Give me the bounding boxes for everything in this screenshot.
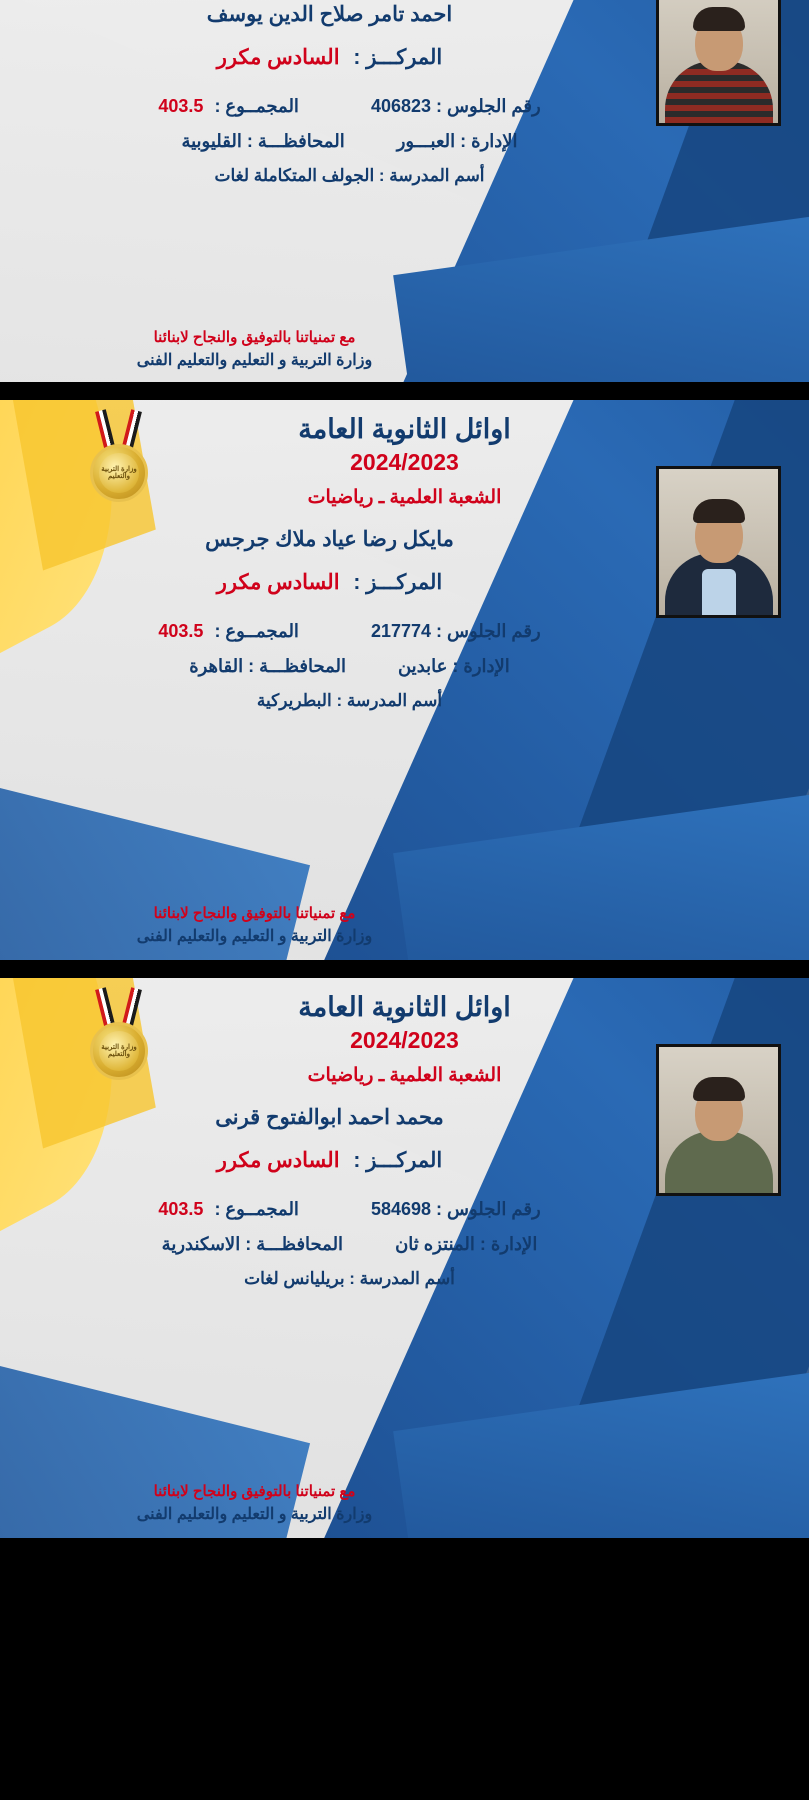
card-footer-1 (0, 328, 809, 370)
seat-label: رقم الجلوس : (436, 1199, 541, 1219)
student-name: مايكل رضا عياد ملاك جرجس (205, 528, 454, 551)
school-value: البطريركية (256, 691, 332, 710)
wish-text: مع تمنياتنا بالتوفيق والنجاح لابنائنا (153, 329, 356, 346)
medal-inner-text: وزارة التربية والتعليم (99, 453, 139, 493)
seat-cell (371, 621, 541, 642)
title-branch: الشعبة العلمية ـ رياضيات (307, 1065, 502, 1086)
title-year: 2024/2023 (350, 449, 459, 475)
rank-value: السادس مكرر (216, 571, 340, 594)
seat-value: 217774 (370, 621, 432, 641)
administration-cell (397, 131, 518, 152)
total-value: 403.5 (158, 96, 204, 116)
school-label: أسم المدرسة : (349, 1269, 455, 1288)
governorate-label: المحافظـــة : (246, 131, 345, 151)
card-divider (0, 960, 809, 978)
card-footer-3 (0, 1482, 809, 1524)
governorate-cell (162, 1234, 343, 1255)
student-photo-1 (656, 0, 781, 126)
governorate-label: المحافظـــة : (248, 656, 346, 676)
medal-disc (90, 444, 148, 502)
seat-cell (371, 1199, 541, 1220)
photo-shirt (702, 569, 736, 615)
award-card-2 (0, 400, 809, 960)
school-value: الجولف المتكاملة لغات (214, 166, 375, 185)
school-row (0, 691, 809, 711)
seat-label: رقم الجلوس : (436, 621, 541, 641)
title-branch: الشعبة العلمية ـ رياضيات (307, 487, 502, 508)
governorate-value: القليوبية (181, 131, 242, 151)
seat-label: رقم الجلوس : (436, 96, 541, 116)
school-row (0, 166, 809, 186)
school-label: أسم المدرسة : (336, 691, 443, 710)
seat-cell (371, 96, 541, 117)
governorate-admin-row (0, 656, 809, 677)
student-photo-2 (656, 466, 781, 618)
ministry-emblem-icon (82, 988, 156, 1092)
card-divider (0, 382, 809, 400)
rank-value: السادس مكرر (216, 46, 340, 69)
school-row (0, 1269, 809, 1289)
card-content-2 (0, 400, 809, 960)
governorate-admin-row (0, 131, 809, 152)
seat-value: 406823 (370, 96, 432, 116)
total-label: المجمــوع : (214, 96, 299, 116)
photo-hair (693, 7, 745, 31)
title-main: اوائل الثانوية العامة (298, 992, 511, 1022)
total-value: 403.5 (158, 621, 204, 641)
card-content-3 (0, 978, 809, 1538)
governorate-label: المحافظـــة : (245, 1234, 344, 1254)
ministry-text: وزارة التربية و التعليم والتعليم الفنى (136, 1506, 373, 1523)
total-cell (158, 96, 299, 117)
administration-value: العبـــور (396, 131, 456, 151)
award-card-1 (0, 0, 809, 382)
ministry-text: وزارة التربية و التعليم والتعليم الفنى (136, 352, 373, 369)
student-name: احمد تامر صلاح الدين يوسف (206, 3, 453, 26)
administration-label: الإدارة : (460, 131, 518, 151)
title-main: اوائل الثانوية العامة (298, 414, 511, 444)
ministry-text: وزارة التربية و التعليم والتعليم الفنى (136, 928, 373, 945)
medal-inner-text: وزارة التربية والتعليم (99, 1031, 139, 1071)
governorate-admin-row (0, 1234, 809, 1255)
wish-text: مع تمنياتنا بالتوفيق والنجاح لابنائنا (153, 905, 356, 922)
total-label: المجمــوع : (214, 621, 299, 641)
seat-value: 584698 (370, 1199, 432, 1219)
rank-label: المركـــز : (353, 571, 443, 594)
governorate-value: الاسكندرية (161, 1234, 241, 1254)
wish-text: مع تمنياتنا بالتوفيق والنجاح لابنائنا (153, 1483, 356, 1500)
award-card-3 (0, 978, 809, 1538)
governorate-cell (181, 131, 344, 152)
card-footer-2 (0, 904, 809, 946)
administration-cell (395, 1234, 537, 1255)
card-content-1 (0, 2, 809, 382)
ministry-emblem-icon (82, 410, 156, 514)
school-value: بريليانس لغات (244, 1269, 345, 1288)
total-seat-row (0, 621, 809, 642)
administration-value: عابدين (397, 656, 448, 676)
total-label: المجمــوع : (214, 1199, 299, 1219)
photo-hair (693, 1077, 745, 1101)
total-seat-row (0, 1199, 809, 1220)
total-cell (158, 1199, 299, 1220)
school-label: أسم المدرسة : (378, 166, 485, 185)
administration-cell (398, 656, 510, 677)
administration-label: الإدارة : (479, 1234, 538, 1254)
administration-label: الإدارة : (452, 656, 510, 676)
rank-label: المركـــز : (353, 46, 443, 69)
title-year: 2024/2023 (350, 1027, 459, 1053)
student-photo-3 (656, 1044, 781, 1196)
total-value: 403.5 (158, 1199, 204, 1219)
rank-value: السادس مكرر (216, 1149, 340, 1172)
governorate-value: القاهرة (189, 656, 244, 676)
administration-value: المنتزه ثان (395, 1234, 475, 1254)
total-cell (158, 621, 299, 642)
photo-hair (693, 499, 745, 523)
student-name: محمد احمد ابوالفتوح قرنى (215, 1106, 444, 1129)
rank-label: المركـــز : (353, 1149, 443, 1172)
medal-disc (90, 1022, 148, 1080)
governorate-cell (189, 656, 346, 677)
